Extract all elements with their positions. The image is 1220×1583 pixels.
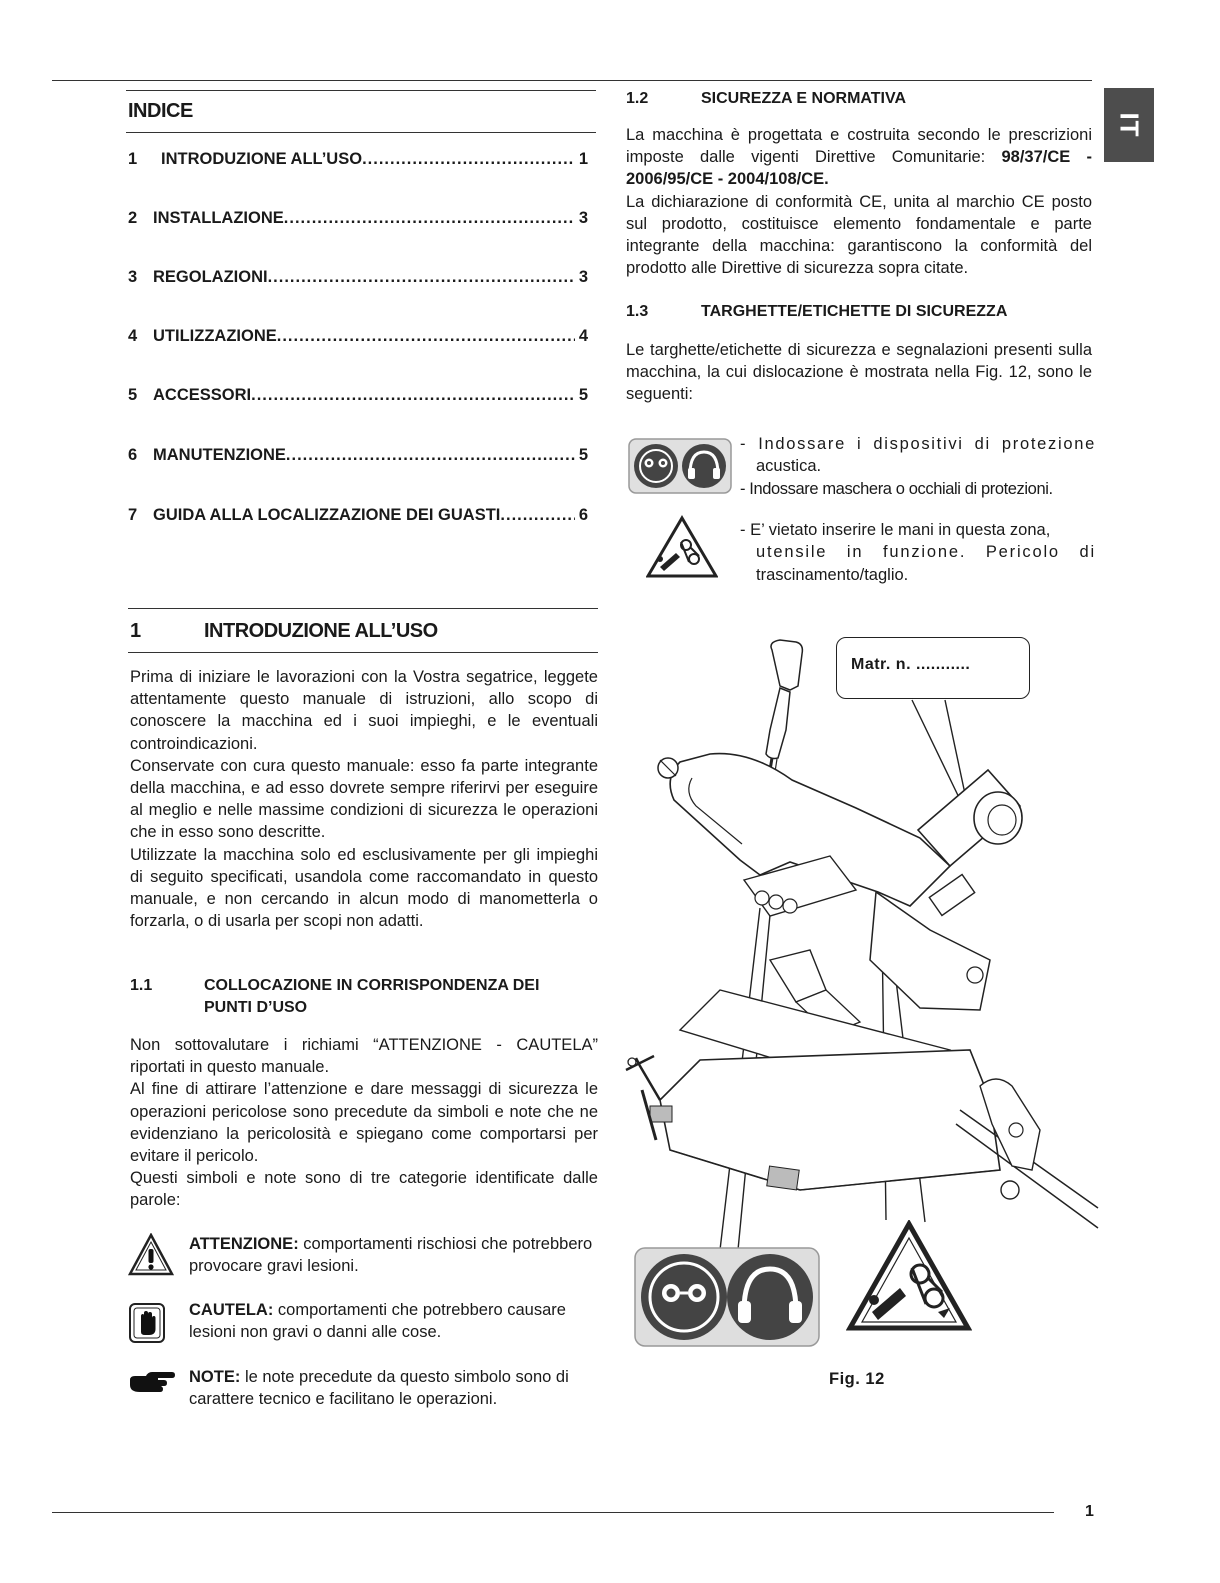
language-tab: IT <box>1104 88 1154 162</box>
toc-item-2[interactable]: 2 INSTALLAZIONE ..... 3 <box>128 209 588 228</box>
serial-number-plate: Matr. n. ........... <box>836 637 1030 699</box>
warning-triangle-icon <box>128 1233 174 1277</box>
bottom-rule <box>52 1512 1054 1513</box>
note-cautela: CAUTELA: comportamenti che potrebbero causare lesioni non gravi o danni alle cose. <box>189 1301 566 1342</box>
pointing-hand-icon <box>128 1368 176 1396</box>
hand-entanglement-warning-large-icon <box>846 1220 972 1332</box>
section1-1-paragraph-3: Questi simboli e note sono di tre categorie identificate dalle parole: <box>130 1169 598 1210</box>
section1-body <box>130 666 598 932</box>
section1-bottom-rule <box>128 652 598 653</box>
toc-item-4[interactable]: 4 UTILIZZAZIONE ..... 4 <box>128 327 588 346</box>
toc-item-5[interactable]: 5 ACCESSORI ..... 5 <box>128 386 588 405</box>
toc-bottom-rule <box>126 132 596 133</box>
section1-paragraph-1: Prima di iniziare le lavorazioni con la Vostra segatrice, leggete attentamente questo manuale di istruzioni, allo scopo di conoscere la macchina ed i suoi impieghi, e le eventuali controindicazioni. <box>130 668 598 753</box>
stop-hand-icon <box>128 1302 166 1344</box>
section1-1-paragraph-2: Al fine di attirare l’attenzione e dare messaggi di sicurezza le operazioni pericolose sono precedute da simboli e note che ne evidenziano la pericolosità e spiegano come comportarsi per evitare il pericolo. <box>130 1080 598 1166</box>
ppe-label-text: - Indossare i dispositivi di protezione acustica. - Indossare maschera o occhiali di protezioni. <box>740 435 1096 498</box>
section1-paragraph-2: Conservate con cura questo manuale: esso fa parte integrante della macchina, e ad esso dovrete sempre riferirvi per eseguire al meglio e nelle massime condizioni di sicurezza le operazioni che in esso sono descritte. <box>130 756 598 842</box>
section1-3-heading: 1.3 TARGHETTE/ETICHETTE DI SICUREZZA <box>626 303 1008 320</box>
toc-item-6[interactable]: 6 MANUTENZIONE ..... 5 <box>128 446 588 465</box>
toc-title: INDICE <box>128 100 193 122</box>
note-attenzione: ATTENZIONE: comportamenti rischiosi che potrebbero provocare gravi lesioni. <box>189 1235 593 1276</box>
note-note: NOTE: le note precedute da questo simbolo sono di carattere tecnico e facilitano le operazioni. <box>189 1368 569 1409</box>
section1-2-heading: 1.2 SICUREZZA E NORMATIVA <box>626 90 907 107</box>
section1-paragraph-3: Utilizzate la macchina solo ed esclusivamente per gli impieghi di seguito specificati, usandola come raccomandato in questo manuale, e non cercando in alcun modo di manometterla o forzarla, o di usarla per scopi non adatti. <box>130 845 598 931</box>
ppe-label-large-icon <box>634 1247 820 1347</box>
toc-item-3[interactable]: 3 REGOLAZIONI ..... 3 <box>128 268 588 287</box>
section1-top-rule <box>128 608 598 609</box>
hand-warning-label-text: - E’ vietato inserire le mani in questa zona, utensile in funzione. Pericolo di trascinamento/taglio. <box>740 521 1096 584</box>
hand-entanglement-warning-icon <box>646 515 718 579</box>
section1-1-body <box>130 1034 598 1212</box>
toc-item-1[interactable]: 1 INTRODUZIONE ALL’USO ..... 1 <box>128 150 588 169</box>
ppe-label-icon <box>628 438 732 494</box>
top-rule <box>52 80 1092 81</box>
toc-top-rule <box>126 90 596 91</box>
section1-3-body: Le targhette/etichette di sicurezza e segnalazioni presenti sulla macchina, la cui dislocazione è mostrata nella Fig. 12, sono le seguenti: <box>626 341 1092 404</box>
section1-1-heading: 1.1 COLLOCAZIONE IN CORRISPONDENZA DEI PUNTI D’USO <box>130 977 540 1016</box>
page-number: 1 <box>1085 1503 1094 1520</box>
section1-1-paragraph-1: Non sottovalutare i richiami “ATTENZIONE - CAUTELA” riportati in questo manuale. <box>130 1036 598 1077</box>
toc-item-7[interactable]: 7 GUIDA ALLA LOCALIZZAZIONE DEI GUASTI ..... 6 <box>128 506 588 525</box>
section1-2-body: La macchina è progettata e costruita secondo le prescrizioni imposte dalle vigenti Direttive Comunitarie: 98/37/CE - 2006/95/CE - 2004/108/CE. La dichiarazione di conformità CE, unita al marchio CE posto sul prodotto, costituisce elemento fondamentale e parte integrante della macchina: garantiscono la conformità del prodotto alle Direttive di sicurezza sopra citate. <box>626 126 1093 278</box>
section1-heading: 1 INTRODUZIONE ALL’USO <box>130 620 438 642</box>
figure-caption: Fig. 12 <box>829 1370 885 1388</box>
